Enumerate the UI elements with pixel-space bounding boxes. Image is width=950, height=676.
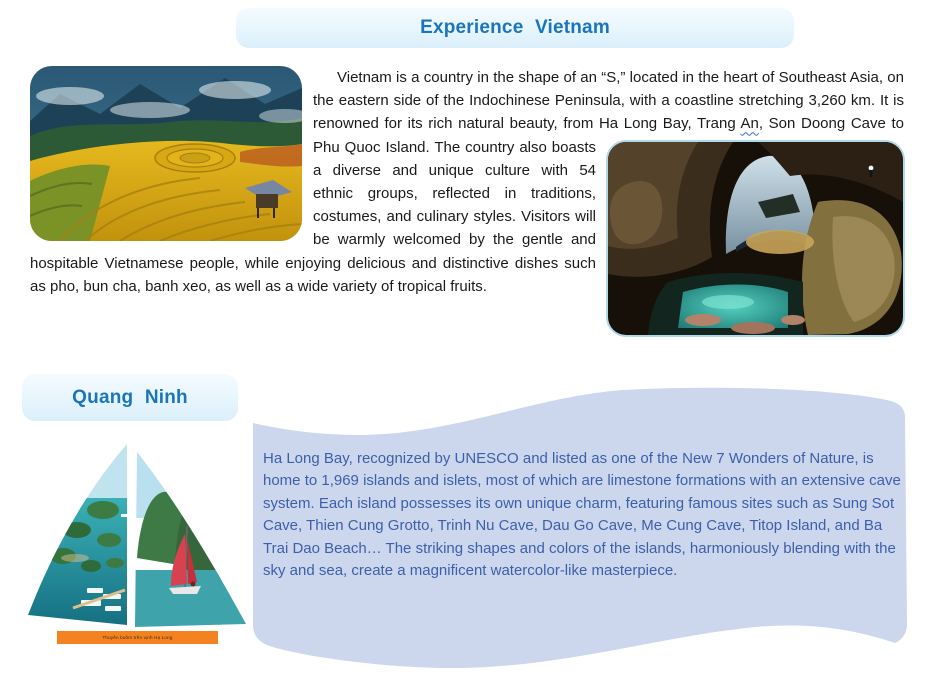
spellcheck-word: An xyxy=(740,115,759,133)
intro-text-1: Vietnam is a country in the shape of an “S,” located in the heart of Southeast Asia, on the eastern side of the Indochinese Peninsula, with a coastline stretching 3,260 km. It is renowned for its rich natural beauty, from Ha Long Bay, Trang xyxy=(313,69,904,133)
page-title: Experience Vietnam xyxy=(420,17,610,38)
sail-photos xyxy=(25,438,253,630)
layout-spacer xyxy=(904,66,905,140)
cave-illustration xyxy=(606,140,905,337)
son-doong-cave-image xyxy=(596,140,905,344)
halong-aerial-sail-image xyxy=(25,438,135,630)
intro-section xyxy=(30,66,905,362)
quang-ninh-banner xyxy=(22,374,238,421)
quang-ninh-title: Quang Ninh xyxy=(72,386,188,408)
caption-text: Thuyền buồm trên vịnh Hạ Long xyxy=(102,635,173,640)
quang-ninh-description: Ha Long Bay, recognized by UNESCO and listed as one of the New 7 Wonders of Nature, is home to 1,969 islands and islets, most of which are limestone formations with an extensive cave system. Each island possesses its own unique charm, featuring famous sites such as Sung Sot Cave, Thien Cung Grotto, Trinh Nu Cave, Dau Go Cave, Me Cung Cave, Titop Island, and Ba Trai Dao Beach… The striking shapes and colors of the islands, harmoniously blending with the sky and sea, create a magnificent watercolor-like masterpiece. xyxy=(263,450,901,580)
caption-bar xyxy=(57,631,218,644)
red-sailboat-sail-image xyxy=(130,438,253,630)
intro-text-2: , Son Doong Cave to Phu Quoc Island. The country also boasts a diverse and unique culture with 54 ethnic groups, reflected in traditions, costumes, and culinary styles. Visitors will be warmly welcomed by the gentle and hospitable Vietnamese people, while enjoying delicious and distinctive dishes such as pho, bun cha, banh xeo, as well as a wide variety of tropical fruits. xyxy=(30,115,904,295)
page-title-banner xyxy=(236,8,794,48)
rice-terraces-image xyxy=(30,66,313,246)
rice-terraces-illustration xyxy=(30,66,302,241)
